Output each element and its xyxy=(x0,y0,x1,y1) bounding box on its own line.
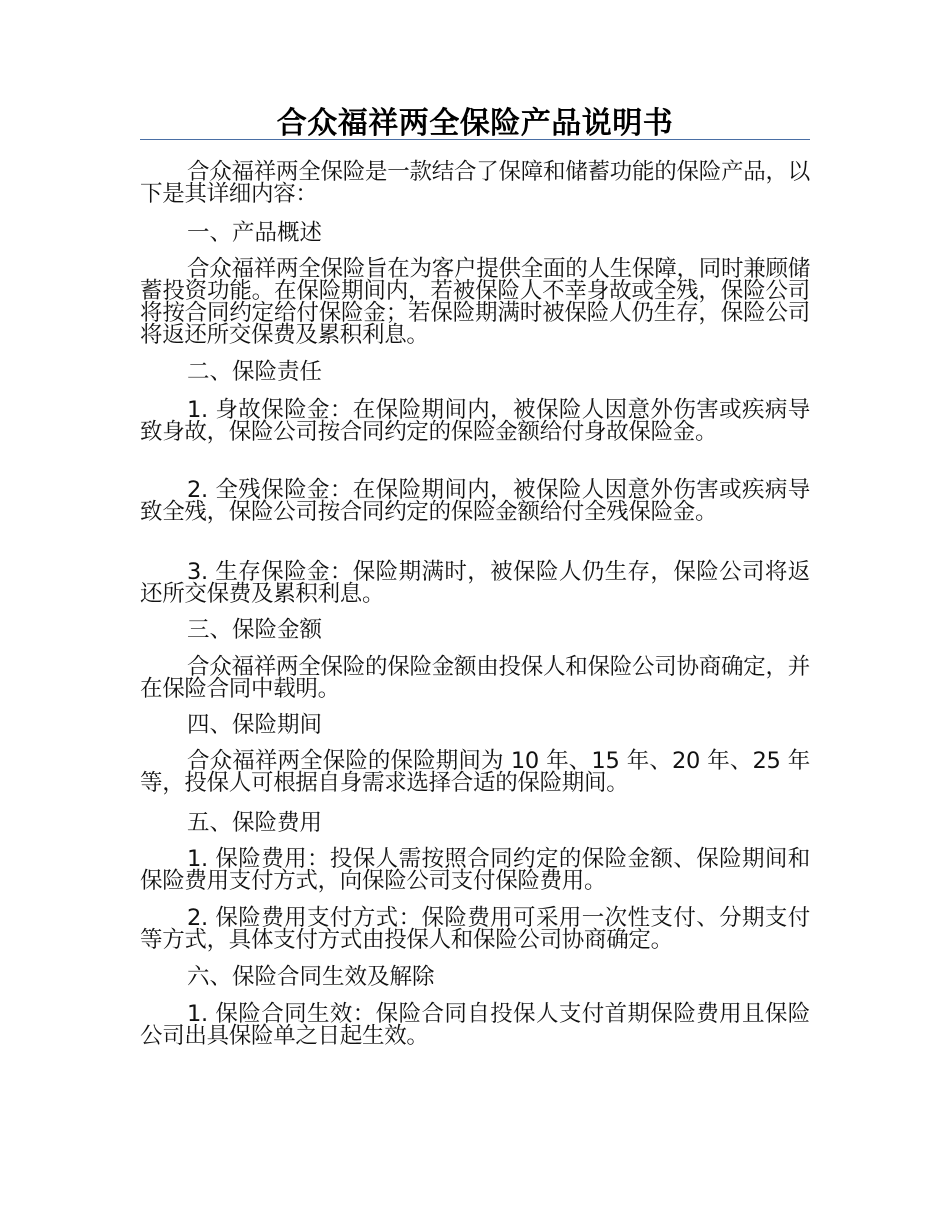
section-heading-contract: 六、保险合同生效及解除 xyxy=(187,964,435,990)
premium-payment-method-paragraph: 2. 保险费用支付方式：保险费用可采用一次性支付、分期支付等方式，具体支付方式由投保人和保险公司协商确定。 xyxy=(140,905,810,953)
period-paragraph: 合众福祥两全保险的保险期间为 10 年、15 年、20 年、25 年等，投保人可根据自身需求选择合适的保险期间。 xyxy=(140,748,810,796)
section-heading-amount: 三、保险金额 xyxy=(187,617,323,643)
liability-disability-benefit: 2. 全残保险金：在保险期间内，被保险人因意外伤害或疾病导致全残，保险公司按合同约定的保险金额给付全残保险金。 xyxy=(140,477,810,525)
amount-paragraph: 合众福祥两全保险的保险金额由投保人和保险公司协商确定，并在保险合同中载明。 xyxy=(140,654,810,702)
title-underline xyxy=(140,139,810,140)
overview-paragraph: 合众福祥两全保险旨在为客户提供全面的人生保障，同时兼顾储蓄投资功能。在保险期间内，若被保险人不幸身故或全残，保险公司将按合同约定给付保险金；若保险期满时被保险人仍生存，保险公司将返还所交保费及累积利息。 xyxy=(140,256,810,348)
liability-death-benefit: 1. 身故保险金：在保险期间内，被保险人因意外伤害或疾病导致身故，保险公司按合同约定的保险金额给付身故保险金。 xyxy=(140,397,810,445)
document-title: 合众福祥两全保险产品说明书 xyxy=(276,106,674,141)
liability-survival-benefit: 3. 生存保险金：保险期满时，被保险人仍生存，保险公司将返还所交保费及累积利息。 xyxy=(140,559,810,607)
contract-effective-paragraph: 1. 保险合同生效：保险合同自投保人支付首期保险费用且保险公司出具保险单之日起生效。 xyxy=(140,1001,810,1049)
section-heading-liability: 二、保险责任 xyxy=(187,359,323,385)
section-heading-period: 四、保险期间 xyxy=(187,712,323,738)
section-heading-overview: 一、产品概述 xyxy=(187,220,323,246)
section-heading-premium: 五、保险费用 xyxy=(187,810,323,836)
intro-paragraph: 合众福祥两全保险是一款结合了保障和储蓄功能的保险产品，以下是其详细内容： xyxy=(140,159,810,207)
premium-amount-paragraph: 1. 保险费用：投保人需按照合同约定的保险金额、保险期间和保险费用支付方式，向保险公司支付保险费用。 xyxy=(140,846,810,894)
